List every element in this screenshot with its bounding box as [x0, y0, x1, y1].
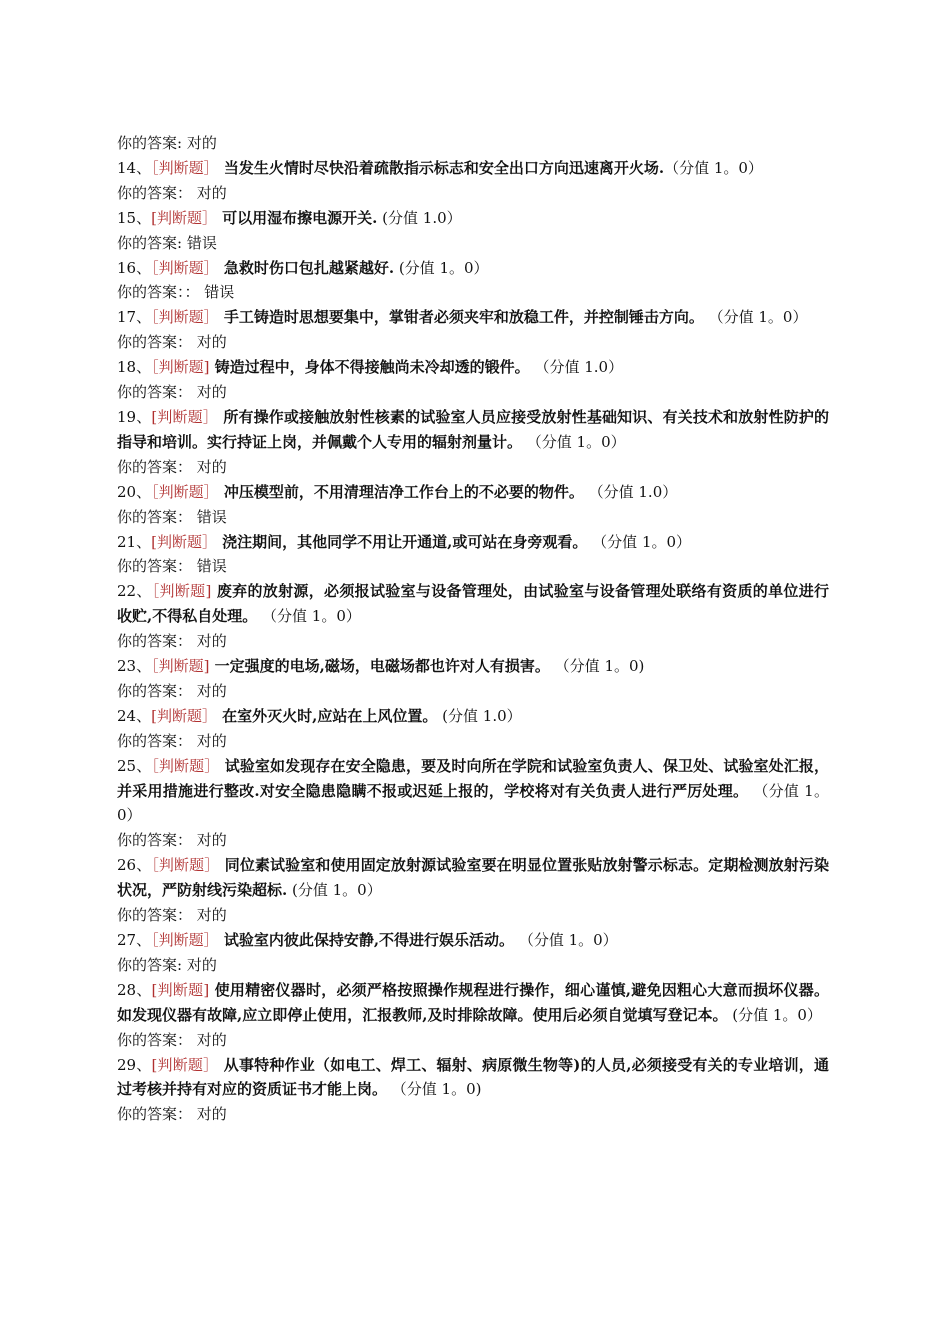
question-text [117, 579, 829, 629]
question-number: 29、 [117, 1055, 152, 1074]
question-type-tag: ［判断题］ [151, 931, 219, 949]
question-text [117, 853, 829, 903]
question-type-tag: ［判断题］ [151, 258, 219, 277]
question-stem: 试验室如发现存在安全隐患，要及时向所在学院和试验室负责人、保卫处、试验室处汇报，并采用措施进行整改.对安全隐患隐瞒不报或迟延上报的，学校将对有关负责人进行严厉处理。 [117, 756, 829, 800]
question-type-tag: ［判断题］ [151, 482, 219, 501]
question-text [117, 978, 829, 1028]
question-stem: 同位素试验室和使用固定放射源试验室要在明显位置张贴放射警示标志。定期检测放射污染状况，严防射线污染超标. [117, 856, 829, 900]
question-item [117, 206, 829, 256]
answer-line: 你的答案： 对的 [117, 383, 227, 402]
answer-line: 你的答案: 对的 [117, 955, 217, 974]
question-score: （分值 1。0） [522, 432, 626, 451]
question-stem: 试验室内彼此保持安静,不得进行娱乐活动。 [218, 931, 515, 949]
question-number: 21、 [117, 532, 152, 551]
question-text [117, 530, 829, 555]
question-stem: 冲压模型前，不用清理洁净工作台上的不必要的物件。 [218, 482, 584, 501]
question-score: （分值 1。0） [117, 781, 829, 825]
question-stem: 从事特种作业（如电工、焊工、辐射、病原微生物等)的人员,必须接受有关的专业培训，通过考核并持有对应的资质证书才能上岗。 [117, 1055, 829, 1099]
question-item [117, 530, 829, 580]
question-text [117, 305, 829, 330]
question-text [117, 405, 829, 455]
question-number: 26、 [117, 856, 152, 875]
question-text [117, 256, 829, 281]
question-type-tag: [判断题］ [151, 532, 217, 551]
question-number: 17、 [117, 308, 152, 327]
question-text [117, 704, 829, 729]
question-item [117, 654, 829, 704]
question-score: (分值 1。0） [394, 258, 489, 277]
question-score: （分值 1。0） [587, 532, 692, 551]
answer-line: 你的答案： 对的 [117, 681, 227, 700]
question-stem: 急救时伤口包扎越紧越好. [218, 258, 395, 277]
answer-line: 你的答案： 对的 [117, 457, 227, 476]
answer-line: 你的答案： 对的 [117, 183, 227, 202]
answer-line: 你的答案： 对的 [117, 906, 227, 925]
answer-line: 你的答案： 对的 [117, 1105, 227, 1124]
question-text [117, 928, 829, 953]
question-stem: 浇注期间，其他同学不用让开通道,或可站在身旁观看。 [216, 532, 588, 551]
question-type-tag: [判断题］ [151, 208, 217, 227]
question-score: （分值 1。0) [549, 657, 645, 676]
question-number: 28、 [117, 980, 152, 999]
question-number: 14、 [117, 158, 152, 177]
question-score: （分值 1。0） [257, 607, 361, 626]
question-type-tag: ［判断题］ [151, 756, 220, 775]
question-stem: 在室外灭火时,应站在上风位置。 [216, 706, 438, 725]
question-number: 19、 [117, 407, 152, 426]
question-stem: 所有操作或接触放射性核素的试验室人员应接受放射性基础知识、有关技术和放射性防护的指导和培训。实行持证上岗，并佩戴个人专用的辐射剂量计。 [117, 407, 829, 451]
answer-line: 你的答案: 对的 [117, 134, 217, 152]
question-score: (分值 1。0） [727, 1005, 822, 1024]
question-score: （分值 1。0) [387, 1080, 482, 1099]
question-text [117, 754, 829, 829]
answer-line: 你的答案： 错误 [117, 557, 227, 576]
question-type-tag: [判断题］ [151, 407, 218, 426]
question-type-tag: [判断题］ [151, 706, 217, 725]
question-item [117, 480, 829, 530]
question-score: (分值 1.0） [377, 208, 462, 227]
question-score: （分值 1.0） [529, 358, 624, 377]
question-stem: 可以用湿布擦电源开关. [216, 208, 378, 227]
question-text [117, 206, 829, 231]
question-item [117, 156, 829, 206]
question-type-tag: [判断题] [151, 980, 210, 999]
question-number: 24、 [117, 706, 152, 725]
question-score: (分值 1。0） [287, 881, 382, 900]
question-item [117, 256, 829, 306]
question-item [117, 355, 829, 405]
question-type-tag: ［判断题] [151, 657, 210, 676]
question-text [117, 480, 829, 505]
question-text [117, 156, 829, 181]
answer-line: 你的答案： 对的 [117, 333, 227, 352]
question-number: 22、 [117, 582, 152, 601]
question-stem: 手工铸造时思想要集中，掌钳者必须夹牢和放稳工件，并控制锤击方向。 [218, 308, 704, 327]
question-number: 27、 [117, 931, 152, 949]
question-type-tag: ［判断题] [151, 358, 210, 377]
question-type-tag: ［判断题］ [151, 308, 219, 327]
answer-line: 你的答案： 对的 [117, 831, 227, 850]
question-type-tag: [判断题］ [151, 1055, 219, 1074]
question-number: 20、 [117, 482, 152, 501]
answer-line: 你的答案：： 错误 [117, 283, 235, 302]
answer-line: 你的答案: 错误 [117, 233, 217, 252]
question-text [117, 355, 829, 380]
question-list [117, 156, 829, 1127]
document-page [117, 131, 829, 1127]
question-type-tag: ［判断题] [151, 582, 212, 601]
question-number: 23、 [117, 657, 152, 676]
question-stem: 使用精密仪器时，必须严格按照操作规程进行操作，细心谨慎,避免因粗心大意而损坏仪器。如发现仪器有故障,应立即停止使用，汇报教师,及时排除故障。使用后必须自觉填写登记本。 [117, 980, 829, 1024]
question-item [117, 978, 829, 1053]
question-type-tag: ［判断题］ [151, 158, 219, 177]
question-item [117, 1053, 829, 1128]
question-stem: 当发生火情时尽快沿着疏散指示标志和安全出口方向迅速离开火场. [218, 158, 665, 177]
question-number: 25、 [117, 756, 152, 775]
question-number: 18、 [117, 358, 152, 377]
question-item [117, 704, 829, 754]
question-item [117, 305, 829, 355]
question-score: （分值 1。0） [703, 308, 808, 327]
answer-line: 你的答案： 对的 [117, 632, 227, 651]
question-score: （分值 1。0） [664, 158, 763, 177]
question-item [117, 853, 829, 928]
question-number: 15、 [117, 208, 152, 227]
answer-line: 你的答案： 对的 [117, 731, 227, 750]
question-stem: 铸造过程中，身体不得接触尚未冷却透的锻件。 [209, 358, 530, 377]
question-stem: 废弃的放射源，必须报试验室与设备管理处，由试验室与设备管理处联络有资质的单位进行收贮,不得私自处理。 [117, 582, 830, 626]
question-item [117, 754, 829, 854]
question-text [117, 654, 829, 679]
question-item [117, 579, 829, 654]
question-number: 16、 [117, 258, 152, 277]
question-score: (分值 1.0） [437, 706, 522, 725]
answer-line: 你的答案： 错误 [117, 507, 227, 526]
question-item [117, 405, 829, 480]
question-score: （分值 1.0） [583, 482, 678, 501]
question-score: （分值 1。0） [514, 931, 618, 949]
question-stem: 一定强度的电场,磁场，电磁场都也许对人有损害。 [209, 657, 550, 676]
answer-line: 你的答案： 对的 [117, 1030, 227, 1049]
question-text [117, 1053, 829, 1103]
question-item [117, 928, 829, 978]
question-type-tag: ［判断题］ [151, 856, 220, 875]
